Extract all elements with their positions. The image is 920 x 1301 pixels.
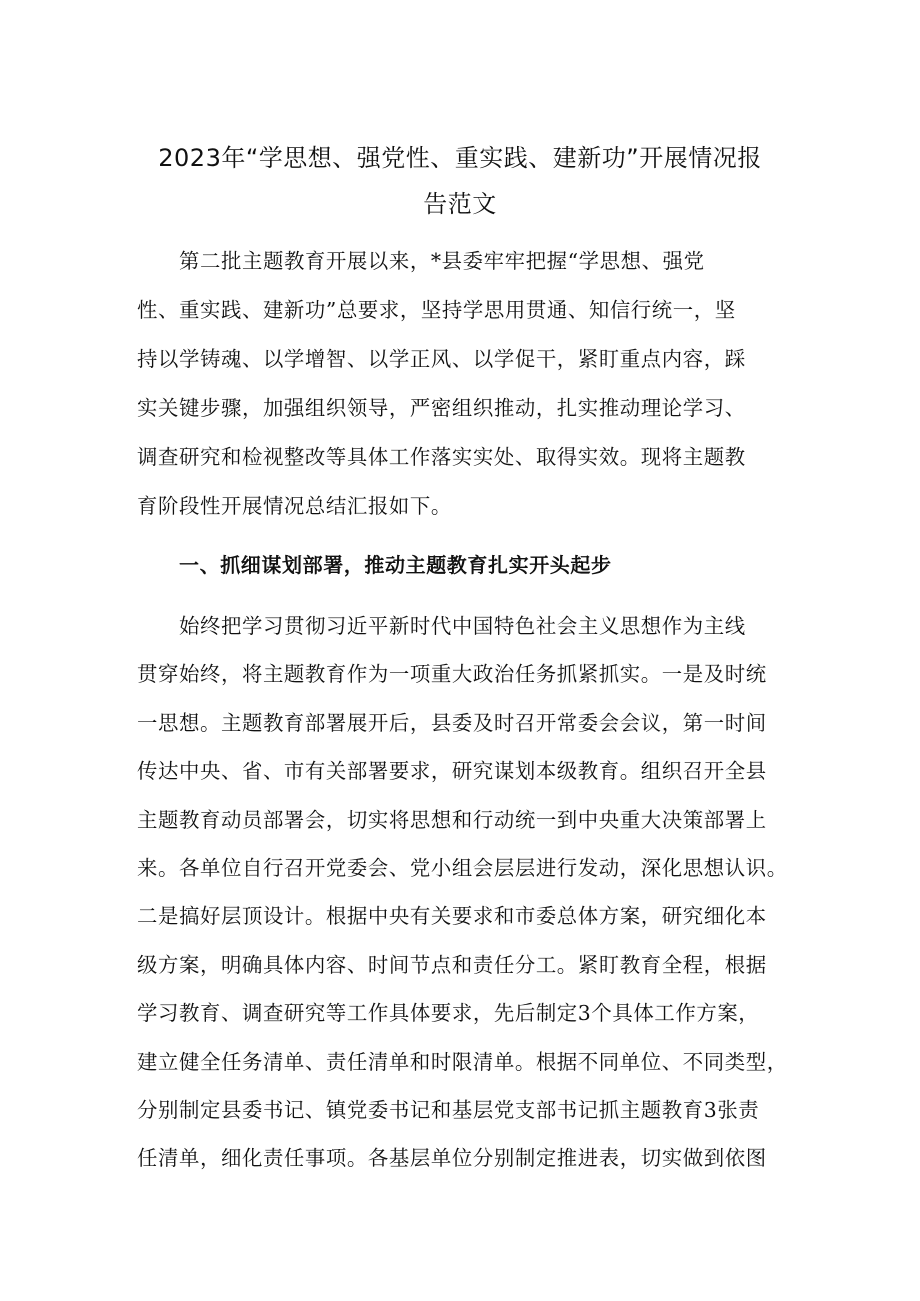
section-paragraph-line: 贯穿始终，将主题教育作为一项重大政治任务抓紧抓实。一是及时统: [137, 662, 767, 686]
intro-paragraph-line: 育阶段性开展情况总结汇报如下。: [137, 494, 452, 518]
section-heading: 一、抓细谋划部署，推动主题教育扎实开头起步: [179, 553, 612, 577]
section-paragraph-line: 学习教育、调查研究等工作具体要求，先后制定3个具体工作方案，: [137, 1001, 760, 1025]
section-paragraph-line: 任清单，细化责任事项。各基层单位分别制定推进表，切实做到依图: [137, 1146, 767, 1170]
section-paragraph-line: 来。各单位自行召开党委会、党小组会层层进行发动，深化思想认识。: [137, 856, 788, 880]
intro-paragraph-line: 调查研究和检视整改等具体工作落实实处、取得实效。现将主题教: [137, 445, 746, 469]
section-paragraph-line: 一思想。主题教育部署展开后，县委及时召开常委会会议，第一时间: [137, 711, 767, 735]
intro-paragraph-line: 性、重实践、建新功”总要求，坚持学思用贯通、知信行统一，坚: [137, 298, 736, 322]
section-paragraph-line: 始终把学习贯彻习近平新时代中国特色社会主义思想作为主线: [179, 614, 746, 638]
section-paragraph-line: 二是搞好层顶设计。根据中央有关要求和市委总体方案，研究细化本: [137, 904, 767, 928]
intro-paragraph-line: 实关键步骤，加强组织领导，严密组织推动，扎实推动理论学习、: [137, 396, 746, 420]
section-paragraph-line: 级方案，明确具体内容、时间节点和责任分工。紧盯教育全程，根据: [137, 953, 767, 977]
section-paragraph-line: 传达中央、省、市有关部署要求，研究谋划本级教育。组织召开全县: [137, 759, 767, 783]
section-paragraph-line: 分别制定县委书记、镇党委书记和基层党支部书记抓主题教育3张责: [137, 1098, 760, 1122]
intro-paragraph-line: 第二批主题教育开展以来，*县委牢牢把握“学思想、强党: [179, 249, 705, 273]
intro-paragraph-line: 持以学铸魂、以学增智、以学正风、以学促干，紧盯重点内容，踩: [137, 347, 746, 371]
document-title-line-2: 告范文: [423, 190, 497, 218]
section-paragraph-line: 主题教育动员部署会，切实将思想和行动统一到中央重大决策部署上: [137, 808, 767, 832]
document-title-line-1: 2023年“学思想、强党性、重实践、建新功”开展情况报: [158, 144, 762, 172]
section-paragraph-line: 建立健全任务清单、责任清单和时限清单。根据不同单位、不同类型，: [137, 1050, 788, 1074]
